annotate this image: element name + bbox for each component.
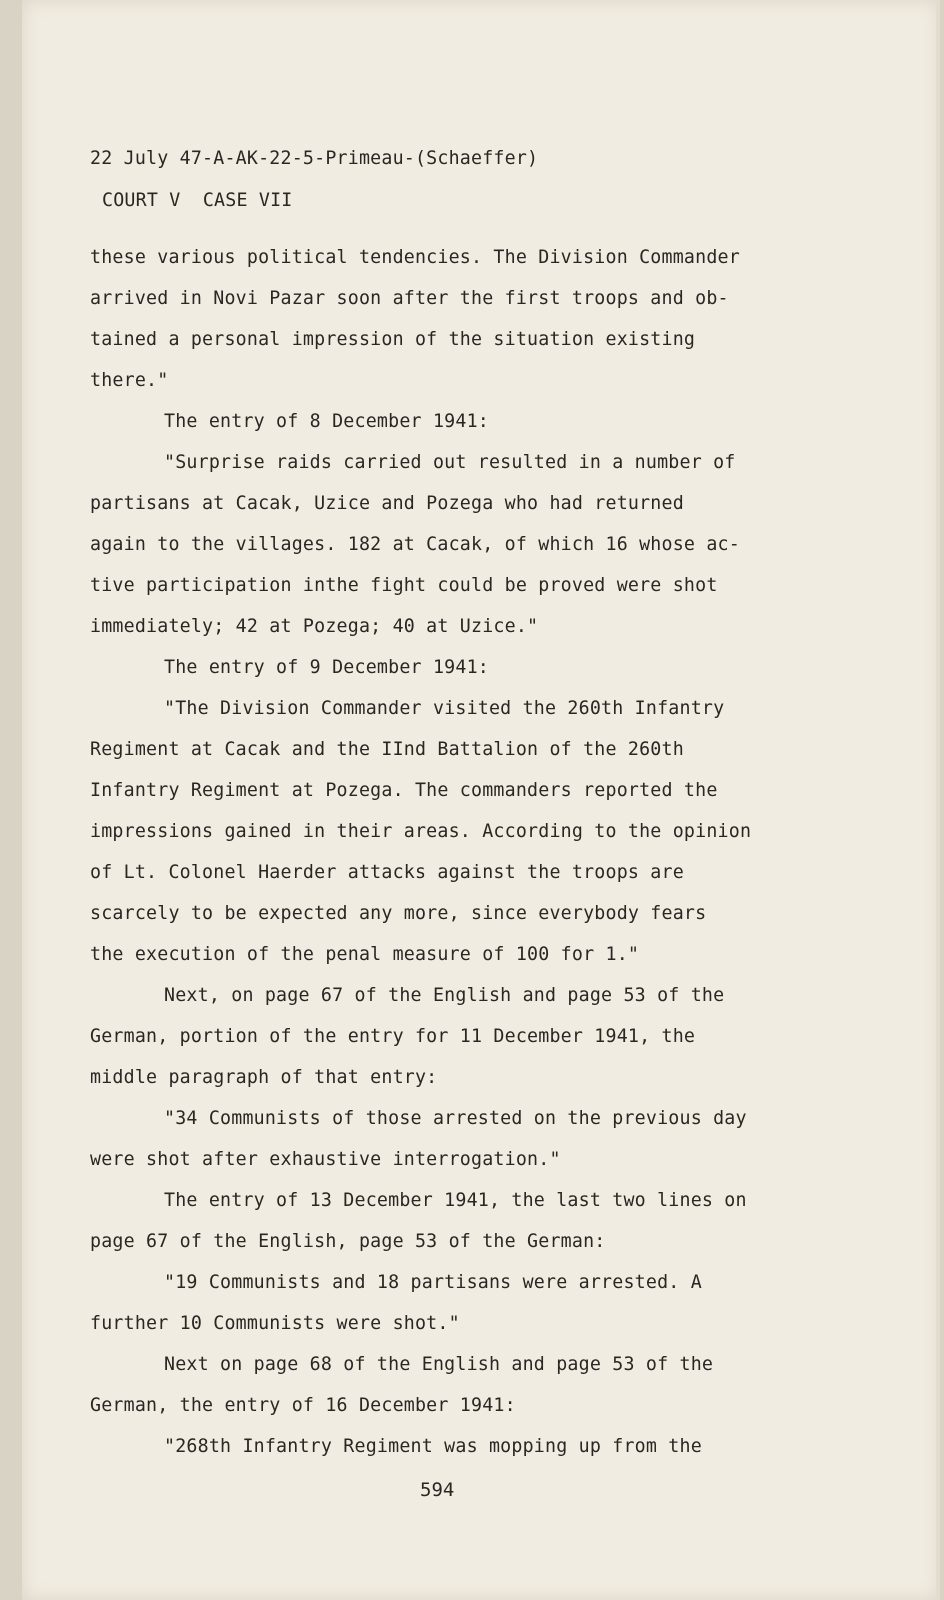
body-line: scarcely to be expected any more, since everybody fears [90,903,707,924]
page-number: 594 [420,1479,455,1501]
body-line: Next, on page 67 of the English and page 53 of the [164,985,725,1006]
body-line: impressions gained in their areas. According to the opinion [90,821,752,842]
body-line: "34 Communists of those arrested on the previous day [164,1108,747,1129]
body-line: tive participation inthe fight could be proved were shot [90,575,718,596]
body-line: Regiment at Cacak and the IInd Battalion of the 260th [90,739,684,760]
body-line: partisans at Cacak, Uzice and Pozega who had returned [90,493,684,514]
body-line: "The Division Commander visited the 260th Infantry [164,698,725,719]
body-line: there." [90,370,169,391]
body-line: were shot after exhaustive interrogation." [90,1149,561,1170]
body-line: further 10 Communists were shot." [90,1313,460,1334]
body-line: Infantry Regiment at Pozega. The commanders reported the [90,780,718,801]
body-line: the execution of the penal measure of 100 for 1." [90,944,640,965]
body-line: these various political tendencies. The Division Commander [90,247,740,268]
header-court-line: COURT V CASE VII [102,190,293,211]
header-date-line: 22 July 47-A-AK-22-5-Primeau-(Schaeffer) [90,148,539,169]
body-line: tained a personal impression of the situation existing [90,329,696,350]
body-line: The entry of 9 December 1941: [164,657,489,678]
body-line: "19 Communists and 18 partisans were arrested. A [164,1272,702,1293]
body-line: middle paragraph of that entry: [90,1067,438,1088]
body-line: Next on page 68 of the English and page 53 of the [164,1354,714,1375]
body-line: again to the villages. 182 at Cacak, of which 16 whose ac- [90,534,740,555]
body-line: arrived in Novi Pazar soon after the first troops and ob- [90,288,729,309]
body-line: "Surprise raids carried out resulted in a number of [164,452,736,473]
body-line: The entry of 13 December 1941, the last two lines on [164,1190,747,1211]
body-line: of Lt. Colonel Haerder attacks against the troops are [90,862,684,883]
document-page [22,0,940,1600]
body-line: German, portion of the entry for 11 December 1941, the [90,1026,696,1047]
body-line: immediately; 42 at Pozega; 40 at Uzice." [90,616,539,637]
body-line: The entry of 8 December 1941: [164,411,489,432]
body-line: "268th Infantry Regiment was mopping up from the [164,1436,702,1457]
body-line: German, the entry of 16 December 1941: [90,1395,516,1416]
body-line: page 67 of the English, page 53 of the German: [90,1231,606,1252]
